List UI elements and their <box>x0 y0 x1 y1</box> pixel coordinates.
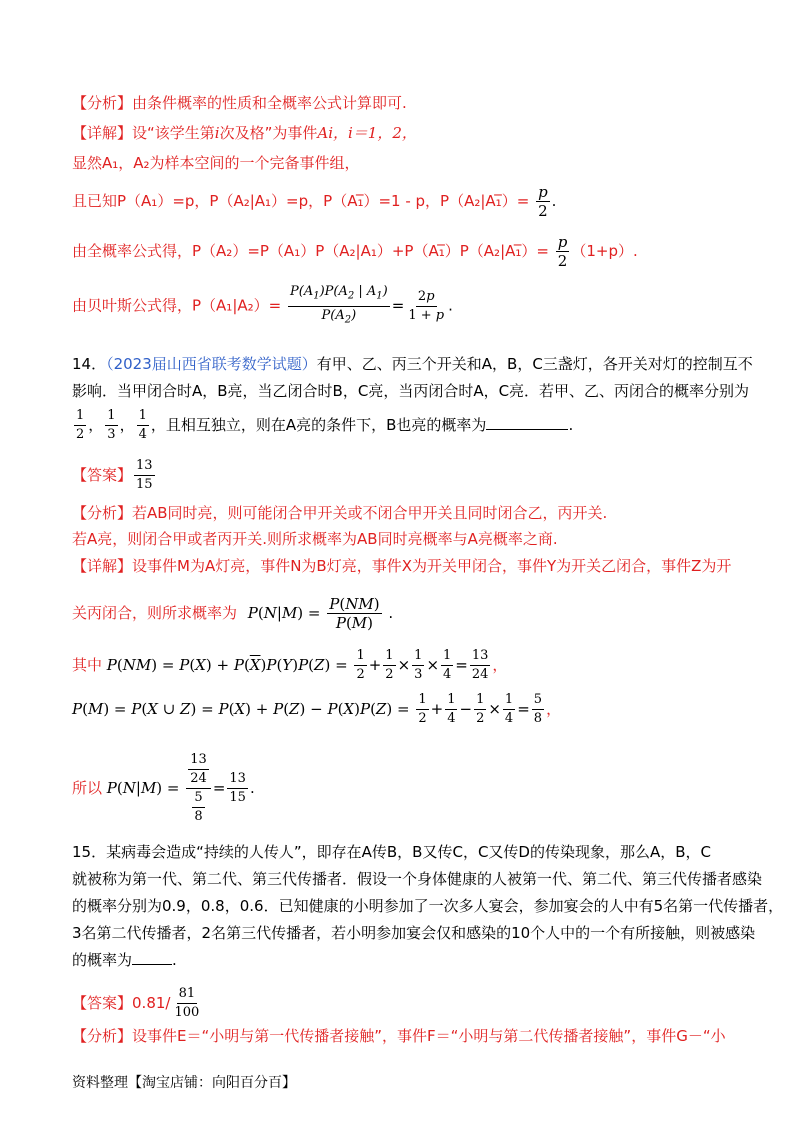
analysis-line: 【分析】由条件概率的性质和全概率公式计算即可. <box>72 94 407 112</box>
given-line: 且已知P（A₁）=p，P（A₂|A₁）=p，P（A₁̅）=1 - p，P（A₂|A₁̅）= $\frac{p}{2}$ . <box>72 183 557 220</box>
analysis-14-line-1: 【分析】若AB同时亮，则可能闭合甲开关或不闭合甲开关且同时闭合乙，丙开关. <box>72 504 608 522</box>
bayes-fraction: $\frac{P(A_1)P(A_2 | A_1)}{P(A_2)}$ <box>290 284 388 326</box>
total-probability-line: 由全概率公式得，P（A₂）=P（A₁）P（A₂|A₁）+P（A₁̅）P（A₂|A₁̅）= $\frac{p}{2}$ （1+p）. <box>72 233 638 270</box>
question-14-line-1: 14．（2023届山西省联考数学试题）有甲、乙、丙三个开关和A，B，C三盏灯，各开关对灯的控制互不 <box>72 355 753 373</box>
question-15-line-5: 的概率为 . <box>72 951 177 969</box>
question-14-line-3: $\frac{1}{2}$ ， $\frac{1}{3}$ ， $\frac{1}{4}$ ，且相互独立，则在A亮的条件下，B也亮的概率为 . <box>76 408 574 442</box>
solution-line: 【详解】设“该学生第i次及格”为事件Ai，i＝1，2， <box>72 124 417 142</box>
solution-14-line-3: 其中 $P(NM) = P(X) + P(\overline{X})P(Y)P(Z)$ = $\frac{1}{2}$ + $\frac{1}{2}$ × $\frac{1}{3}$ × $\frac{1}{4}$ = $\frac{13}{24}$ ， <box>72 648 508 682</box>
solution-14-line-4: P(M) = P(X ∪ Z) = P(X) + P(Z) − P(X)P(Z) = $\frac{1}{2}$ + $\frac{1}{4}$ − $\frac{1}{2}$ × $\frac{1}{4}$ = $\frac{5}{8}$ ， <box>72 692 562 726</box>
question-15-line-2: 就被称为第一代、第二代、第三代传播者．假设一个身体健康的人被第一代、第二代、第三代传播者感染 <box>72 870 763 888</box>
solution-14-line-5: 所以 P(N|M) = $\frac{\frac{13}{24}}{\frac{5}{8}}$ = $\frac{13}{15}$ . <box>72 752 255 824</box>
bayes-result-fraction: $\frac{2p}{1 + p}$ <box>408 288 445 323</box>
question-source: （2023届山西省联考数学试题） <box>106 355 317 373</box>
question-14-line-2: 影响．当甲闭合时A，B亮，当乙闭合时B，C亮，当丙闭合时A，C亮．若甲、乙、丙闭合的概率分别为 <box>72 382 750 400</box>
analysis-15-line-1: 【分析】设事件E＝“小明与第一代传播者接触”，事件F＝“小明与第二代传播者接触”，事件G－“小 <box>72 1027 726 1045</box>
event-group-line: 显然A₁，A₂为样本空间的一个完备事件组， <box>72 154 360 172</box>
question-15-line-3: 的概率分别为0.9，0.8，0.6．已知健康的小明参加了一次多人宴会，参加宴会的人中有5名第一代传播者， <box>72 897 784 915</box>
footer-source: 资料整理【淘宝店铺：向阳百分百】 <box>72 1075 296 1091</box>
fraction-p-over-2: $\frac{p}{2}$ <box>557 233 568 270</box>
solution-14-line-1: 【详解】设事件M为A灯亮，事件N为B灯亮，事件X为开关甲闭合，事件Y为开关乙闭合，事件Z为开 <box>72 557 732 575</box>
answer-15: 【答案】0.81/ $\frac{81}{100}$ <box>72 986 200 1020</box>
question-15-line-4: 3名第二代传播者，2名第三代传播者，若小明参加宴会仅和感染的10个人中的一个有所接触，则被感染 <box>72 924 756 942</box>
question-15-line-1: 15．某病毒会造成“持续的人传人”，即存在A传B，B又传C，C又传D的传染现象，那么A，B，C <box>72 843 711 861</box>
solution-14-line-2: 关丙闭合，则所求概率为 P(N|M) = $\frac{P(NM)}{P(M)}$ . <box>72 595 394 632</box>
answer-14: 【答案】 $\frac{13}{15}$ <box>72 458 153 492</box>
bayes-line: 由贝叶斯公式得，P（A₁|A₂）= $\frac{P(A_1)P(A_2 | A_1)}{P(A_2)}$ = $\frac{2p}{1 + p}$ . <box>72 284 453 328</box>
answer-blank <box>486 415 568 430</box>
fraction-p-over-2: $\frac{p}{2}$ <box>538 183 548 220</box>
analysis-14-line-2: 若A亮，则闭合甲或者丙开关.则所求概率为AB同时亮概率与A亮概率之商. <box>72 530 558 548</box>
answer-blank <box>132 950 172 965</box>
